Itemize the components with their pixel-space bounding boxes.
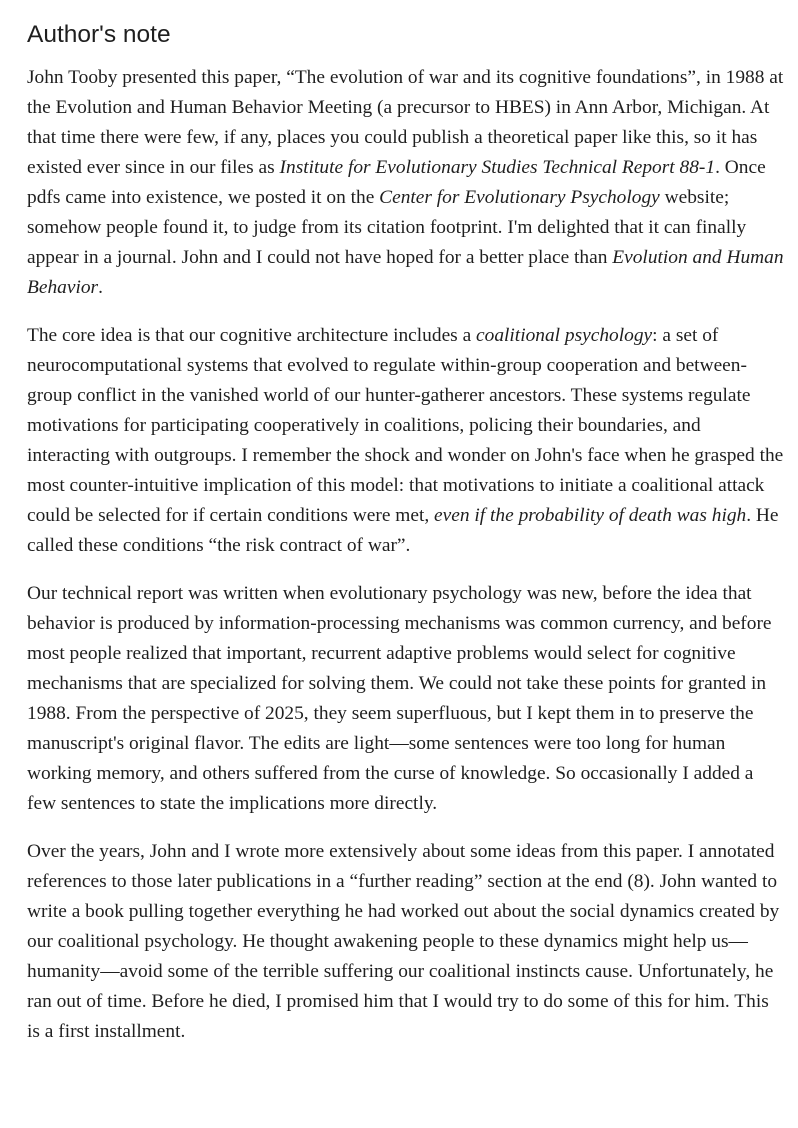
text-run: : a set of neurocomputational systems that evolved to regulate within-group cooperation and between-group conflict in the vanished world of our hunter-gatherer ancestors. These systems regulate motivations for participating cooperatively in coalitions, policing their boundaries, and interacting with outgroups. I remember the shock and wonder on John's face when he grasped the most counter-intuitive implication of this model: that motivations to initiate a coalitional attack could be selected for if certain conditions were met,	[27, 325, 784, 526]
paragraph-3	[27, 579, 784, 819]
paragraph-1	[27, 63, 784, 303]
text-run: . Once pdfs came into existence, we posted it on the	[27, 157, 766, 208]
text-run: The core idea is that our cognitive architecture includes a	[27, 325, 477, 346]
italic-text: Evolution and Human Behavior	[27, 247, 784, 298]
text-run: . He called these conditions “the risk contract of war”.	[27, 505, 779, 556]
text-run: website; somehow people found it, to judge from its citation footprint. I'm delighted that it can finally appear in a journal. John and I could not have hoped for a better place than	[27, 187, 747, 268]
paragraph-4	[27, 837, 784, 1047]
italic-text: Institute for Evolutionary Studies Technical Report 88-1	[279, 157, 716, 178]
text-run: Our technical report was written when evolutionary psychology was new, before the idea that behavior is produced by information-processing mechanisms was common currency, and before most people realized that important, recurrent adaptive problems would select for cognitive mechanisms that are specialized for solving them. We could not take these points for granted in 1988. From the perspective of 2025, they seem superfluous, but I kept them in to preserve the manuscript's original flavor. The edits are light—some sentences were too long for human working memory, and others suffered from the curse of knowledge. So occasionally I added a few sentences to state the implications more directly.	[27, 583, 772, 814]
text-run: .	[98, 277, 103, 298]
paragraph-2	[27, 321, 784, 561]
note-body	[27, 63, 784, 1047]
italic-text: coalitional psychology	[476, 325, 653, 346]
italic-text: even if the probability of death was high	[434, 505, 747, 526]
text-run: Over the years, John and I wrote more extensively about some ideas from this paper. I annotated references to those later publications in a “further reading” section at the end (8). John wanted to write a book pulling together everything he had worked out about the social dynamics created by our coalitional psychology. He thought awakening people to these dynamics might help us—humanity—avoid some of the terrible suffering our coalitional instincts cause. Unfortunately, he ran out of time. Before he died, I promised him that I would try to do some of this for him. This is a first installment.	[27, 841, 780, 1042]
text-run: John Tooby presented this paper, “The evolution of war and its cognitive foundations”, in 1988 at the Evolution and Human Behavior Meeting (a precursor to HBES) in Ann Arbor, Michigan. At that time there were few, if any, places you could publish a theoretical paper like this, so it has existed ever since in our files as	[27, 67, 784, 178]
section-title: Author's note	[27, 21, 171, 48]
italic-text: Center for Evolutionary Psychology	[379, 187, 660, 208]
